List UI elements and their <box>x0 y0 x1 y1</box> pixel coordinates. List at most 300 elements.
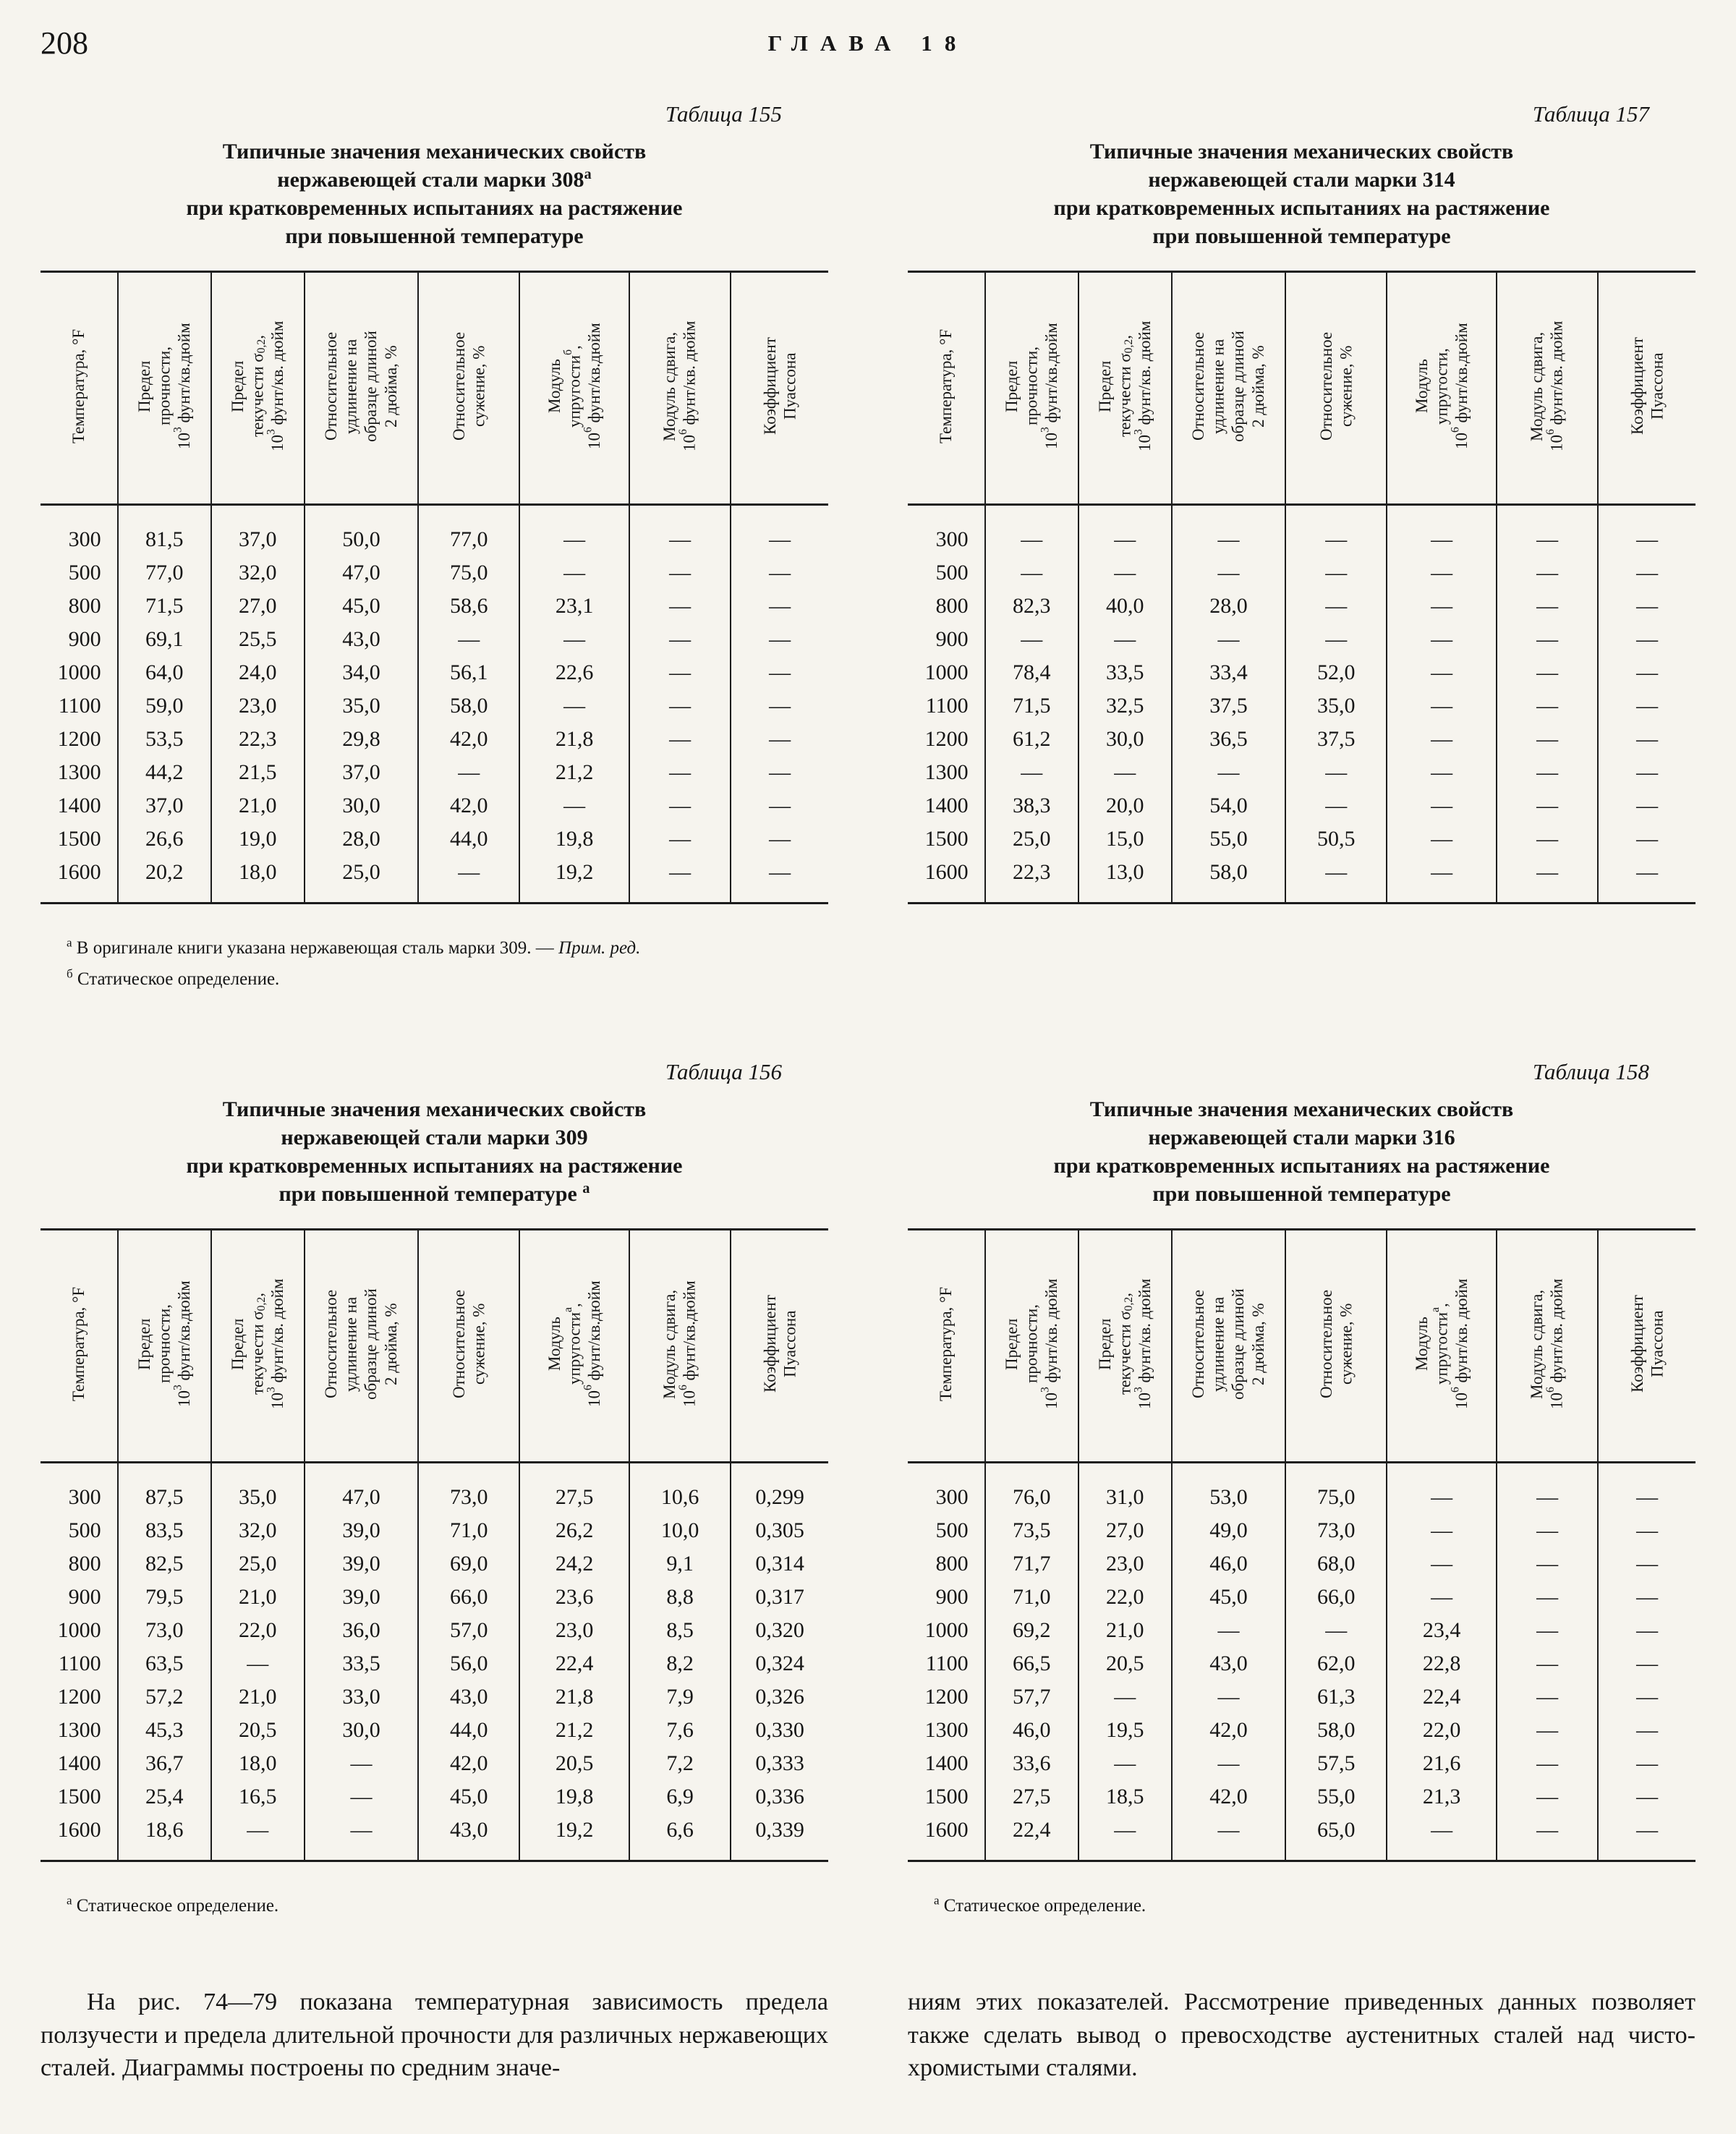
value-cell: 22,4 <box>1387 1680 1497 1714</box>
value-cell: — <box>1285 556 1387 590</box>
page-header <box>41 25 1695 72</box>
table-155-caption: Таблица 155 <box>665 101 782 127</box>
table-row <box>41 1780 828 1814</box>
value-cell: 39,0 <box>305 1581 418 1614</box>
column-header: Модуль сдвига, $10^6$ фунт/кв.дюйм <box>629 1230 731 1463</box>
table-row <box>908 723 1695 756</box>
value-cell: — <box>305 1780 418 1814</box>
value-cell: 26,2 <box>519 1514 629 1547</box>
value-cell: 27,5 <box>985 1780 1078 1814</box>
temperature-cell: 1500 <box>924 1785 969 1808</box>
value-cell: 69,2 <box>985 1614 1078 1647</box>
value-cell: 24,0 <box>211 656 305 689</box>
table-row <box>908 689 1695 723</box>
value-cell: — <box>1598 590 1695 623</box>
value-cell: 57,7 <box>985 1680 1078 1714</box>
temperature-cell: 1300 <box>57 1718 101 1742</box>
value-cell: 0,336 <box>731 1780 828 1814</box>
value-cell: 8,8 <box>629 1581 731 1614</box>
value-cell: 44,0 <box>418 822 519 856</box>
value-cell: 30,0 <box>305 1714 418 1747</box>
value-cell: — <box>1598 505 1695 557</box>
value-cell: 71,0 <box>985 1581 1078 1614</box>
value-cell: 25,4 <box>118 1780 211 1814</box>
value-cell: — <box>1172 1814 1285 1861</box>
value-cell: — <box>1497 822 1598 856</box>
value-cell: 0,333 <box>731 1747 828 1780</box>
temperature-cell: 800 <box>935 1552 969 1576</box>
value-cell: — <box>1387 723 1497 756</box>
value-cell: 26,6 <box>118 822 211 856</box>
value-cell: — <box>629 556 731 590</box>
value-cell: — <box>1598 556 1695 590</box>
value-cell: 79,5 <box>118 1581 211 1614</box>
value-cell: — <box>629 756 731 789</box>
temperature-cell: 1400 <box>924 794 969 817</box>
column-header: Коэффициент Пуассона <box>1598 272 1695 505</box>
value-cell: — <box>1387 1814 1497 1861</box>
column-header: Предел текучести $\sigma_{0,2}$, $10^3$ фунт/кв. дюйм <box>1078 1230 1172 1463</box>
value-cell: — <box>629 822 731 856</box>
value-cell: 19,2 <box>519 1814 629 1861</box>
table-row <box>41 590 828 623</box>
table-row <box>41 556 828 590</box>
value-cell: 50,0 <box>305 505 418 557</box>
value-cell: — <box>731 723 828 756</box>
value-cell: 37,5 <box>1172 689 1285 723</box>
content-grid <box>41 101 1695 2085</box>
value-cell: 22,0 <box>1078 1581 1172 1614</box>
value-cell: — <box>1078 1680 1172 1714</box>
value-cell: — <box>418 856 519 904</box>
value-cell: — <box>629 505 731 557</box>
temperature-cell: 800 <box>935 594 969 618</box>
temperature-cell: 1100 <box>58 1651 101 1675</box>
value-cell: — <box>1078 756 1172 789</box>
value-cell: 46,0 <box>1172 1547 1285 1581</box>
value-cell: 73,0 <box>418 1463 519 1515</box>
value-cell: — <box>1387 556 1497 590</box>
column-header: Предел текучести $\sigma_{0,2}$, $10^3$ фунт/кв. дюйм <box>1078 272 1172 505</box>
table-156 <box>41 1228 828 1862</box>
temperature-cell: 800 <box>68 1552 101 1576</box>
table-row <box>908 505 1695 557</box>
value-cell: — <box>1078 1747 1172 1780</box>
table-row <box>908 822 1695 856</box>
value-cell: 39,0 <box>305 1514 418 1547</box>
value-cell: 66,0 <box>418 1581 519 1614</box>
table-158-section <box>908 1059 1695 1925</box>
value-cell: 36,7 <box>118 1747 211 1780</box>
value-cell: 42,0 <box>418 723 519 756</box>
value-cell: — <box>731 856 828 904</box>
value-cell: 0,339 <box>731 1814 828 1861</box>
value-cell: — <box>211 1814 305 1861</box>
value-cell: — <box>1387 505 1497 557</box>
value-cell: 37,0 <box>118 789 211 822</box>
table-row <box>908 1463 1695 1515</box>
temperature-cell: 1200 <box>924 1685 969 1709</box>
value-cell: 77,0 <box>418 505 519 557</box>
temperature-cell: 900 <box>68 1585 101 1609</box>
column-header: Модуль упругости$^б$, $10^6$ фунт/кв.дюйм <box>519 272 629 505</box>
value-cell: 45,0 <box>1172 1581 1285 1614</box>
value-cell: 7,2 <box>629 1747 731 1780</box>
footnote: $^б$ Статическое определение. <box>67 966 280 989</box>
value-cell: — <box>519 505 629 557</box>
value-cell: — <box>1497 1547 1598 1581</box>
value-cell: — <box>1172 505 1285 557</box>
value-cell: — <box>1387 1514 1497 1547</box>
table-row <box>41 1680 828 1714</box>
temperature-cell: 1300 <box>924 1718 969 1742</box>
value-cell: — <box>1598 689 1695 723</box>
table-row <box>908 1814 1695 1861</box>
value-cell: 71,5 <box>985 689 1078 723</box>
value-cell: — <box>1598 1614 1695 1647</box>
value-cell: — <box>1172 556 1285 590</box>
value-cell: 83,5 <box>118 1514 211 1547</box>
value-cell: — <box>1172 1680 1285 1714</box>
value-cell: — <box>985 556 1078 590</box>
value-cell: 0,326 <box>731 1680 828 1714</box>
value-cell: 22,0 <box>211 1614 305 1647</box>
value-cell: 21,8 <box>519 1680 629 1714</box>
value-cell: 20,5 <box>1078 1647 1172 1680</box>
value-cell: — <box>731 789 828 822</box>
temperature-cell: 1400 <box>57 794 101 817</box>
value-cell: 38,3 <box>985 789 1078 822</box>
temperature-cell: 1200 <box>924 727 969 751</box>
value-cell: — <box>1598 1747 1695 1780</box>
value-cell: 27,0 <box>211 590 305 623</box>
value-cell: — <box>305 1814 418 1861</box>
table-row <box>41 723 828 756</box>
value-cell: — <box>1172 1747 1285 1780</box>
footnote: $^а$ Статическое определение. <box>934 1893 1146 1916</box>
value-cell: — <box>1497 505 1598 557</box>
column-header: Предел прочности, $10^3$ фунт/кв.дюйм <box>985 272 1078 505</box>
column-header: Предел текучести $\sigma_{0,2}$, $10^3$ фунт/кв. дюйм <box>211 272 305 505</box>
value-cell: 33,5 <box>1078 656 1172 689</box>
value-cell: — <box>731 590 828 623</box>
value-cell: — <box>1598 789 1695 822</box>
column-header: Температура, °F <box>908 1230 985 1463</box>
value-cell: 52,0 <box>1285 656 1387 689</box>
value-cell: — <box>1497 856 1598 904</box>
value-cell: 35,0 <box>211 1463 305 1515</box>
value-cell: — <box>305 1747 418 1780</box>
value-cell: — <box>1497 1647 1598 1680</box>
table-156-caption: Таблица 156 <box>665 1059 782 1084</box>
table-row <box>908 789 1695 822</box>
value-cell: — <box>211 1647 305 1680</box>
table-158 <box>908 1228 1695 1862</box>
value-cell: 23,4 <box>1387 1614 1497 1647</box>
value-cell: — <box>519 789 629 822</box>
value-cell: 73,0 <box>1285 1514 1387 1547</box>
value-cell: — <box>519 689 629 723</box>
table-row <box>908 856 1695 904</box>
table-row <box>41 1647 828 1680</box>
column-header: Относительное сужение, % <box>1285 1230 1387 1463</box>
table-row <box>41 822 828 856</box>
table-row <box>41 623 828 656</box>
table-row <box>908 1747 1695 1780</box>
value-cell: 71,5 <box>118 590 211 623</box>
column-header: Коэффициент Пуассона <box>1598 1230 1695 1463</box>
value-cell: 63,5 <box>118 1647 211 1680</box>
value-cell: — <box>1285 789 1387 822</box>
column-header: Предел прочности, $10^3$ фунт/кв. дюйм <box>985 1230 1078 1463</box>
value-cell: 33,4 <box>1172 656 1285 689</box>
value-cell: 18,5 <box>1078 1780 1172 1814</box>
temperature-cell: 1100 <box>58 694 101 718</box>
value-cell: 33,6 <box>985 1747 1078 1780</box>
temperature-cell: 1600 <box>57 1818 101 1842</box>
value-cell: 55,0 <box>1172 822 1285 856</box>
value-cell: 45,0 <box>305 590 418 623</box>
table-156-section <box>41 1059 828 1925</box>
column-header: Модуль сдвига, $10^6$ фунт/кв. дюйм <box>629 272 731 505</box>
value-cell: — <box>1172 623 1285 656</box>
value-cell: 42,0 <box>1172 1714 1285 1747</box>
column-header: Относительное сужение, % <box>418 272 519 505</box>
column-header: Предел прочности, $10^3$ фунт/кв.дюйм <box>118 1230 211 1463</box>
value-cell: 62,0 <box>1285 1647 1387 1680</box>
value-cell: — <box>1078 1814 1172 1861</box>
value-cell: 57,0 <box>418 1614 519 1647</box>
column-header: Коэффициент Пуассона <box>731 1230 828 1463</box>
value-cell: 21,0 <box>211 789 305 822</box>
value-cell: 25,0 <box>305 856 418 904</box>
value-cell: 45,3 <box>118 1714 211 1747</box>
table-row <box>41 656 828 689</box>
temperature-cell: 1400 <box>924 1751 969 1775</box>
temperature-cell: 1600 <box>924 1818 969 1842</box>
value-cell: — <box>1598 1814 1695 1861</box>
column-header: Относительное удлинение на образце длиной 2 дюйма, % <box>1172 1230 1285 1463</box>
temperature-cell: 800 <box>68 594 101 618</box>
body-paragraph-right: ниям этих показателей. Рассмотрение приведенных данных позволяет также сделать вывод о превосходстве аустенитных сталей над чисто-хромистыми сталями. <box>908 1989 1695 2082</box>
value-cell: 54,0 <box>1172 789 1285 822</box>
value-cell: 13,0 <box>1078 856 1172 904</box>
table-row <box>41 1581 828 1614</box>
value-cell: 87,5 <box>118 1463 211 1515</box>
value-cell: 21,0 <box>211 1581 305 1614</box>
value-cell: 19,2 <box>519 856 629 904</box>
column-header: Температура, °F <box>908 272 985 505</box>
value-cell: — <box>1497 1581 1598 1614</box>
value-cell: 23,6 <box>519 1581 629 1614</box>
value-cell: — <box>1285 590 1387 623</box>
column-header: Относительное удлинение на образце длиной 2 дюйма, % <box>305 272 418 505</box>
footnote: $^а$ Статическое определение. <box>67 1893 279 1916</box>
value-cell: 44,2 <box>118 756 211 789</box>
column-header: Относительное сужение, % <box>1285 272 1387 505</box>
value-cell: 58,6 <box>418 590 519 623</box>
table-158-caption: Таблица 158 <box>1532 1059 1649 1084</box>
value-cell: — <box>1285 856 1387 904</box>
table-row <box>908 1680 1695 1714</box>
table-157 <box>908 271 1695 904</box>
value-cell: 21,5 <box>211 756 305 789</box>
value-cell: 8,2 <box>629 1647 731 1680</box>
table-155-title: Типичные значения механических свойств нержавеющей стали марки $308^а$ при кратковременных испытаниях на растяжение при повышенной температуре <box>186 140 683 248</box>
value-cell: — <box>1497 1680 1598 1714</box>
value-cell: 22,3 <box>211 723 305 756</box>
value-cell: — <box>1598 1547 1695 1581</box>
table-row <box>41 1814 828 1861</box>
temperature-cell: 1000 <box>924 660 969 684</box>
value-cell: — <box>1497 723 1598 756</box>
value-cell: 50,5 <box>1285 822 1387 856</box>
value-cell: — <box>731 623 828 656</box>
temperature-cell: 1200 <box>57 1685 101 1709</box>
table-155 <box>41 271 828 904</box>
table-row <box>41 1714 828 1747</box>
value-cell: 75,0 <box>1285 1463 1387 1515</box>
value-cell: 39,0 <box>305 1547 418 1581</box>
value-cell: 8,5 <box>629 1614 731 1647</box>
value-cell: — <box>1387 623 1497 656</box>
value-cell: 37,5 <box>1285 723 1387 756</box>
value-cell: 64,0 <box>118 656 211 689</box>
value-cell: 76,0 <box>985 1463 1078 1515</box>
table-row <box>908 1547 1695 1581</box>
header-row <box>41 272 828 505</box>
value-cell: 75,0 <box>418 556 519 590</box>
value-cell: 0,299 <box>731 1463 828 1515</box>
value-cell: 56,1 <box>418 656 519 689</box>
header-row <box>41 1230 828 1463</box>
value-cell: — <box>1387 756 1497 789</box>
value-cell: 19,5 <box>1078 1714 1172 1747</box>
table-row <box>908 590 1695 623</box>
value-cell: 19,8 <box>519 1780 629 1814</box>
value-cell: — <box>1497 1747 1598 1780</box>
value-cell: 43,0 <box>1172 1647 1285 1680</box>
value-cell: — <box>985 505 1078 557</box>
temperature-cell: 300 <box>935 527 969 551</box>
value-cell: 36,5 <box>1172 723 1285 756</box>
value-cell: — <box>731 505 828 557</box>
table-row <box>908 656 1695 689</box>
value-cell: 27,5 <box>519 1463 629 1515</box>
column-header: Предел прочности, $10^3$ фунт/кв.дюйм <box>118 272 211 505</box>
value-cell: — <box>1387 590 1497 623</box>
value-cell: — <box>1387 789 1497 822</box>
value-cell: 58,0 <box>418 689 519 723</box>
value-cell: 55,0 <box>1285 1780 1387 1814</box>
value-cell: 66,5 <box>985 1647 1078 1680</box>
value-cell: 0,320 <box>731 1614 828 1647</box>
table-157-caption: Таблица 157 <box>1532 101 1649 127</box>
table-row <box>41 1547 828 1581</box>
value-cell: — <box>1497 1463 1598 1515</box>
body-paragraph-left: На рис. 74—79 показана температурная зависимость предела ползучести и предела длительной прочности для различных нержавеющих сталей. Диаграммы построены по средним значе- <box>41 1989 828 2082</box>
table-155-section <box>41 101 828 998</box>
value-cell: 20,0 <box>1078 789 1172 822</box>
value-cell: 59,0 <box>118 689 211 723</box>
value-cell: 21,2 <box>519 756 629 789</box>
value-cell: 22,6 <box>519 656 629 689</box>
value-cell: — <box>1497 556 1598 590</box>
column-header: Температура, °F <box>41 1230 118 1463</box>
value-cell: — <box>1078 623 1172 656</box>
value-cell: 21,3 <box>1387 1780 1497 1814</box>
column-header: Модуль упругости, $10^6$ фунт/кв.дюйм <box>1387 272 1497 505</box>
value-cell: — <box>1497 1780 1598 1814</box>
value-cell: 10,0 <box>629 1514 731 1547</box>
value-cell: — <box>1285 756 1387 789</box>
value-cell: 36,0 <box>305 1614 418 1647</box>
value-cell: — <box>1387 822 1497 856</box>
temperature-cell: 1600 <box>924 860 969 884</box>
value-cell: — <box>1497 1614 1598 1647</box>
value-cell: — <box>1387 856 1497 904</box>
value-cell: 21,8 <box>519 723 629 756</box>
column-header: Модуль сдвига, $10^6$ фунт/кв. дюйм <box>1497 272 1598 505</box>
value-cell: 0,317 <box>731 1581 828 1614</box>
value-cell: 77,0 <box>118 556 211 590</box>
value-cell: 28,0 <box>1172 590 1285 623</box>
value-cell: 68,0 <box>1285 1547 1387 1581</box>
value-cell: 27,0 <box>1078 1514 1172 1547</box>
temperature-cell: 900 <box>68 627 101 651</box>
table-row <box>41 1614 828 1647</box>
value-cell: 30,0 <box>305 789 418 822</box>
table-row <box>908 556 1695 590</box>
value-cell: 73,0 <box>118 1614 211 1647</box>
temperature-cell: 1000 <box>57 660 101 684</box>
value-cell: 30,0 <box>1078 723 1172 756</box>
value-cell: 21,0 <box>211 1680 305 1714</box>
temperature-cell: 1300 <box>924 760 969 784</box>
value-cell: — <box>1598 1680 1695 1714</box>
value-cell: — <box>1497 789 1598 822</box>
value-cell: — <box>1598 1514 1695 1547</box>
value-cell: 69,0 <box>418 1547 519 1581</box>
table-row <box>908 1647 1695 1680</box>
value-cell: 25,5 <box>211 623 305 656</box>
value-cell: — <box>1598 1780 1695 1814</box>
value-cell: — <box>629 789 731 822</box>
value-cell: 33,5 <box>305 1647 418 1680</box>
value-cell: 35,0 <box>305 689 418 723</box>
temperature-cell: 1400 <box>57 1751 101 1775</box>
value-cell: 7,6 <box>629 1714 731 1747</box>
temperature-cell: 1500 <box>924 827 969 851</box>
value-cell: 23,0 <box>519 1614 629 1647</box>
value-cell: 82,3 <box>985 590 1078 623</box>
value-cell: — <box>1598 756 1695 789</box>
table-157-title: Типичные значения механических свойств нержавеющей стали марки 314 при кратковременных испытаниях на растяжение при повышенной температуре <box>1053 140 1550 248</box>
footnote: $^а$ В оригинале книги указана нержавеющая сталь марки 309. — Прим. ред. <box>67 935 641 958</box>
value-cell: 0,324 <box>731 1647 828 1680</box>
table-row <box>908 756 1695 789</box>
value-cell: 58,0 <box>1172 856 1285 904</box>
table-row <box>41 856 828 904</box>
table-row <box>908 1614 1695 1647</box>
value-cell: 6,6 <box>629 1814 731 1861</box>
value-cell: 28,0 <box>305 822 418 856</box>
value-cell: 56,0 <box>418 1647 519 1680</box>
value-cell: 57,2 <box>118 1680 211 1714</box>
value-cell: 61,2 <box>985 723 1078 756</box>
column-header: Коэффициент Пуассона <box>731 272 828 505</box>
value-cell: 32,0 <box>211 1514 305 1547</box>
